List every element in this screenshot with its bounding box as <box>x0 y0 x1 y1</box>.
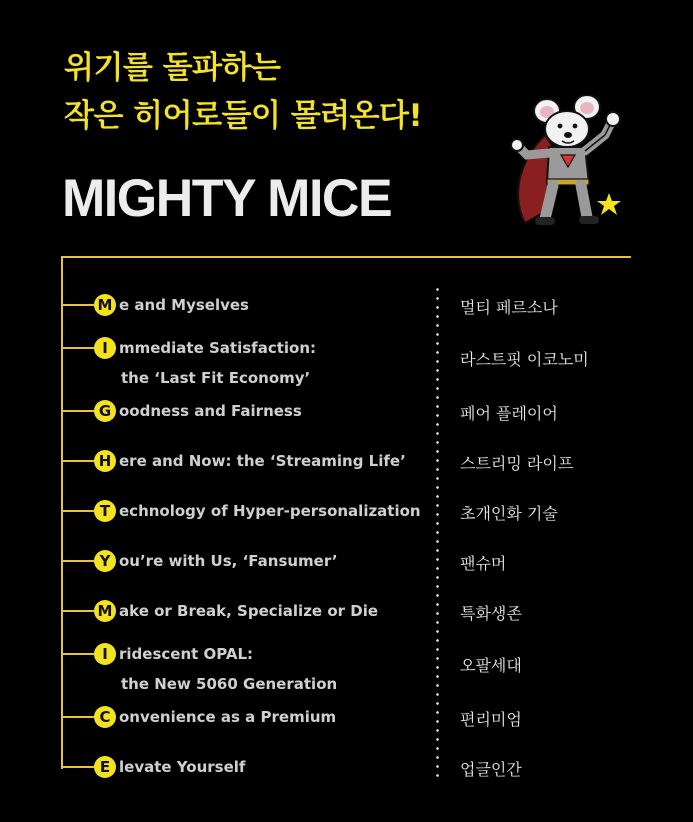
branch-line <box>62 304 94 306</box>
dotted-divider <box>436 285 439 780</box>
korean-label: 팬슈머 <box>460 554 507 573</box>
english-label: ou’re with Us, ‘Fansumer’ <box>119 552 338 570</box>
superhero-mouse-icon <box>505 95 633 230</box>
initial-letter-badge: Y <box>94 550 116 572</box>
english-label: ake or Break, Specialize or Die <box>119 602 379 620</box>
branch-line <box>62 347 94 349</box>
korean-label: 라스트핏 이코노미 <box>460 350 589 369</box>
branch-line <box>62 766 94 768</box>
korean-label: 편리미엄 <box>460 710 522 729</box>
headline-line-1: 위기를 돌파하는 <box>64 50 281 86</box>
brand-title: MIGHTY MICE <box>62 169 392 228</box>
english-label: ridescent OPAL: <box>119 645 254 663</box>
english-label: levate Yourself <box>119 758 246 776</box>
headline <box>64 44 422 140</box>
initial-letter-badge: I <box>94 337 116 359</box>
initial-letter-badge: E <box>94 756 116 778</box>
english-label-line-2: the New 5060 Generation <box>121 675 338 693</box>
branch-line <box>62 610 94 612</box>
frame-top-line <box>61 256 631 258</box>
english-label: oodness and Fairness <box>119 402 302 420</box>
english-label: echnology of Hyper-personalization <box>119 502 421 520</box>
english-label: e and Myselves <box>119 296 249 314</box>
korean-label: 업글인간 <box>460 760 522 779</box>
initial-letter-badge: M <box>94 600 116 622</box>
frame-left-line <box>61 256 63 769</box>
branch-line <box>62 510 94 512</box>
english-label: mmediate Satisfaction: <box>119 339 316 357</box>
branch-line <box>62 560 94 562</box>
branch-line <box>62 460 94 462</box>
korean-label: 스트리밍 라이프 <box>460 454 574 473</box>
initial-letter-badge: H <box>94 450 116 472</box>
english-label: onvenience as a Premium <box>119 708 337 726</box>
star-icon <box>597 193 621 215</box>
korean-label: 멀티 페르소나 <box>460 298 558 317</box>
korean-label: 특화생존 <box>460 604 522 623</box>
initial-letter-badge: G <box>94 400 116 422</box>
branch-line <box>62 410 94 412</box>
initial-letter-badge: I <box>94 643 116 665</box>
initial-letter-badge: C <box>94 706 116 728</box>
initial-letter-badge: M <box>94 294 116 316</box>
korean-label: 페어 플레이어 <box>460 404 558 423</box>
english-label: ere and Now: the ‘Streaming Life’ <box>119 452 406 470</box>
english-label-line-2: the ‘Last Fit Economy’ <box>121 369 311 387</box>
branch-line <box>62 716 94 718</box>
korean-label: 초개인화 기술 <box>460 504 558 523</box>
initial-letter-badge: T <box>94 500 116 522</box>
korean-label: 오팔세대 <box>460 656 522 675</box>
headline-line-2: 작은 히어로들이 몰려온다! <box>64 98 423 134</box>
branch-line <box>62 653 94 655</box>
